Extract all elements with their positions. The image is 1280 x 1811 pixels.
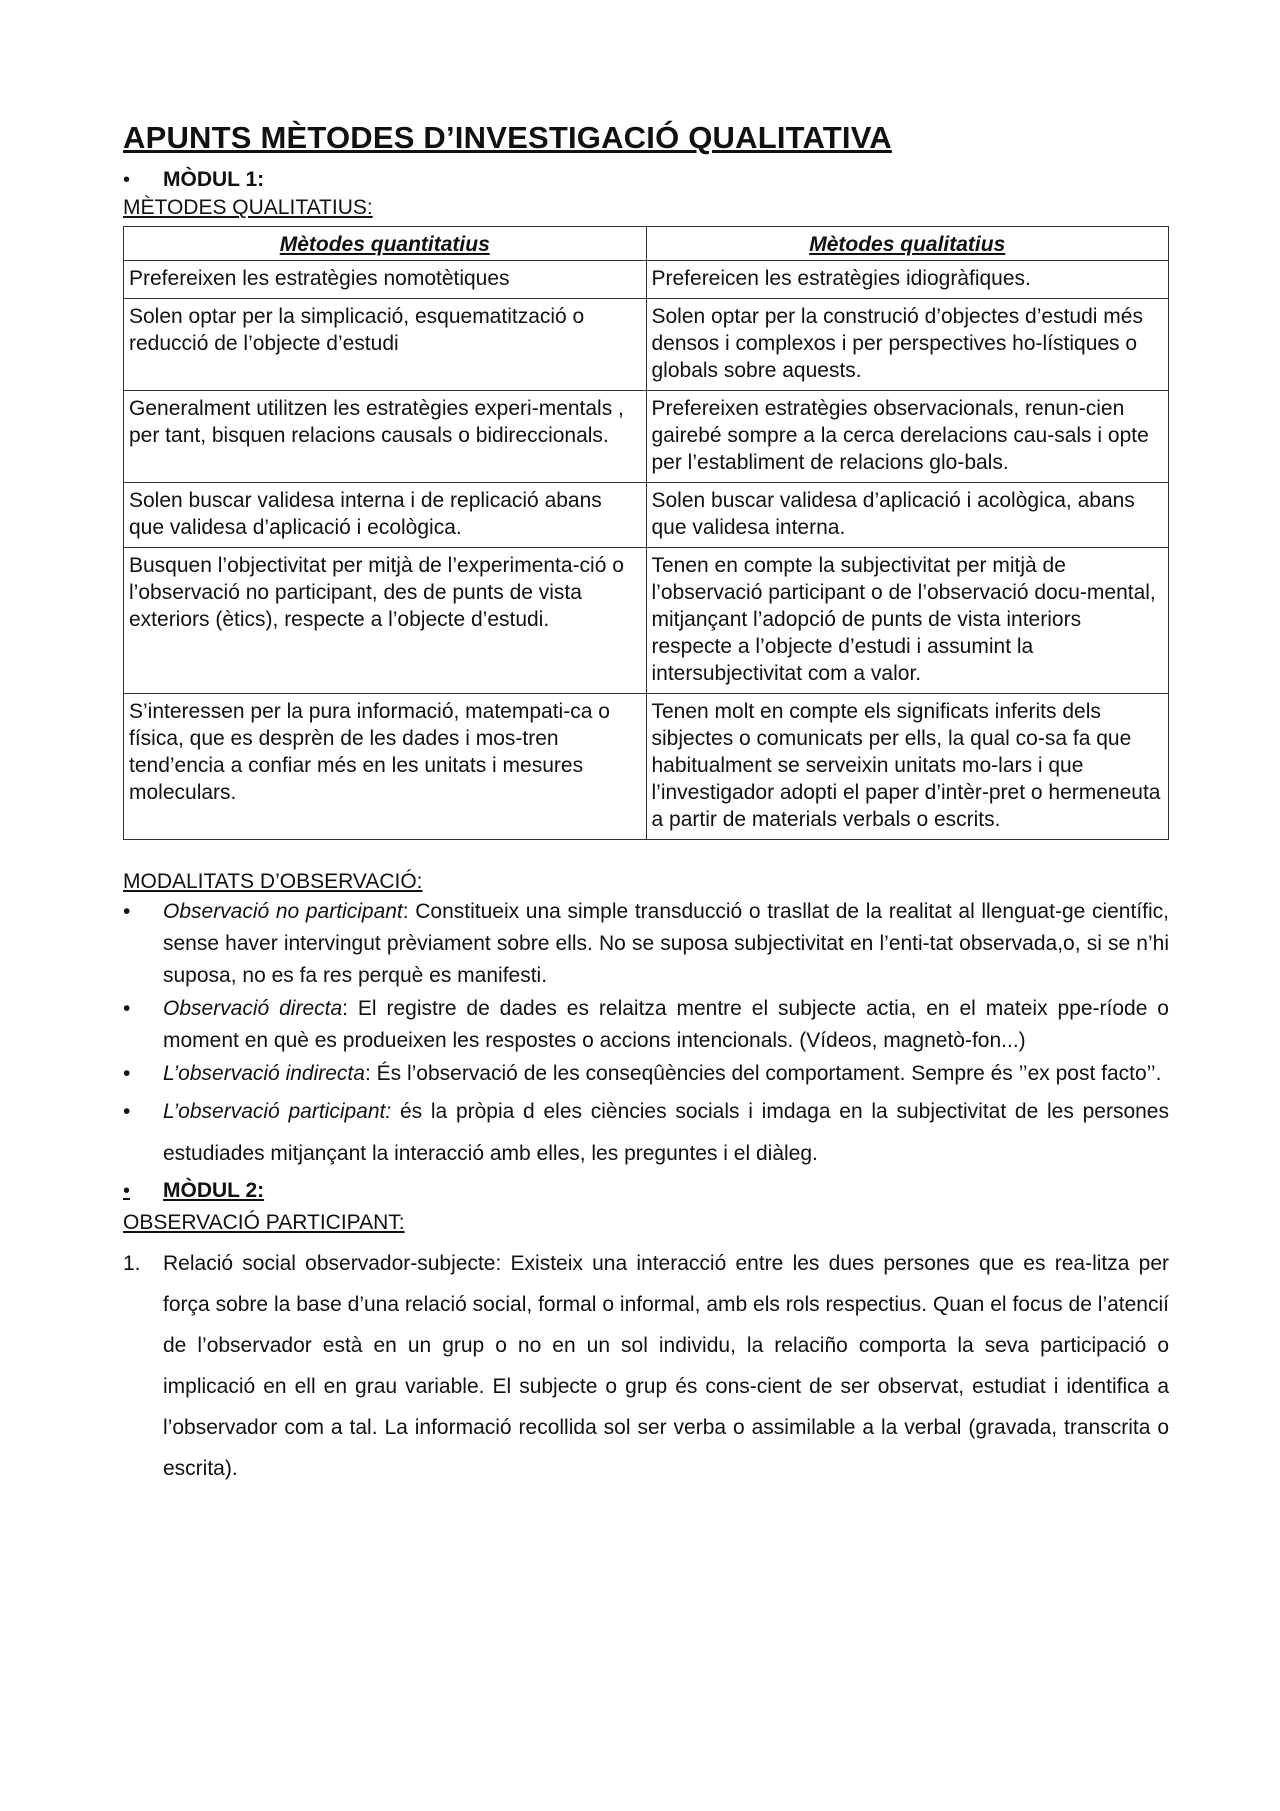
observation-text: és la pròpia d eles ciències socials i imdaga en la subjectivitat de les persones estudiades mitjançant la interacció amb elles, les preguntes i el diàleg. — [163, 1100, 1169, 1165]
observation-section-title: MODALITATS D’OBSERVACIÓ: — [123, 870, 423, 893]
list-number: 1. — [123, 1252, 141, 1275]
table-row — [124, 261, 1169, 299]
table-cell-qualitative: Tenen molt en compte els significats inferits dels sibjectes o comunicats per ells, la qual co-sa fa que habitualment se serveixin unitats mo-lars i que l’investigador adopti el paper d’intèr-pret o hermeneuta a partir de materials verbals o escrits. — [646, 694, 1169, 840]
methods-comparison-table — [123, 226, 1169, 840]
table-cell-quantitative: Generalment utilitzen les estratègies experi-mentals , per tant, bisquen relacions causals o bidireccionals. — [124, 391, 647, 483]
bullet-icon: • — [123, 900, 131, 923]
table-cell-quantitative: Solen optar per la simplicació, esquematització o reducció de l’objecte d’estudi — [124, 299, 647, 391]
observation-term: L’observació participant: — [163, 1100, 392, 1123]
table-cell-quantitative: Prefereixen les estratègies nomotètiques — [124, 261, 647, 299]
participant-observation-title: OBSERVACIÓ PARTICIPANT: — [123, 1211, 405, 1234]
module-1-label: MÒDUL 1: — [163, 168, 265, 191]
bullet-icon: • — [123, 1100, 131, 1123]
participant-observation-list — [123, 1243, 1169, 1489]
list-item — [123, 993, 1169, 1057]
module-2-label: MÒDUL 2: — [163, 1179, 265, 1202]
table-cell-qualitative: Tenen en compte la subjectivitat per mitjà de l’observació participant o de l’observació docu-mental, mitjançant l’adopció de punts de vista interiors respecte a l’objecte d’estudi i assumint la intersubjectivitat com a valor. — [646, 548, 1169, 694]
list-item — [123, 1058, 1169, 1090]
bullet-icon: • — [123, 1062, 131, 1085]
observation-list — [123, 896, 1169, 1175]
list-item — [123, 1091, 1169, 1175]
table-cell-quantitative: Solen buscar validesa interna i de replicació abans que validesa d’aplicació i ecològica. — [124, 483, 647, 548]
term-separator: : — [402, 900, 409, 923]
observation-text: Constitueix una simple transducció o trasllat de la realitat al llenguat-ge científic, sense haver intervingut prèviament sobre ells. No se suposa subjectivitat en l’enti-tat observada,o, si se n’hi suposa, no es fa res perquè es manifesti. — [163, 900, 1169, 987]
term-separator: : — [364, 1062, 371, 1085]
observation-text: És l’observació de les conseqûències del comportament. Sempre és ’’ex post facto’’. — [370, 1062, 1162, 1085]
term-separator: : — [342, 997, 348, 1020]
module-1-heading — [123, 166, 1169, 194]
table-cell-qualitative: Prefereixen estratègies observacionals, renun-cien gairebé sompre a la cerca derelacions cau-sals i opte per l’establiment de relacions glo-bals. — [646, 391, 1169, 483]
bullet-icon: • — [123, 169, 131, 191]
table-row — [124, 299, 1169, 391]
list-item-text: Relació social observador-subjecte: Existeix una interacció entre les dues persones que es rea-litza per força sobre la base d’una relació social, formal o informal, amb els rols respectius. Quan el focus de l’atencií de l’observador està en un grup o no en un sol individu, la relaciño comporta la seva participació o implicació en ell en grau variable. El subjecte o grup és cons-cient de ser observat, estudiat i identifica a l’observador com a tal. La informació recollida sol ser verba o assimilable a la verbal (gravada, transcrita o escrita). — [163, 1252, 1169, 1480]
list-item — [123, 1243, 1169, 1489]
table-cell-qualitative: Solen buscar validesa d’aplicació i acològica, abans que validesa interna. — [646, 483, 1169, 548]
table-cell-qualitative: Prefereicen les estratègies idiogràfiques. — [646, 261, 1169, 299]
bullet-icon: • — [123, 1180, 131, 1202]
column-header-qualitative: Mètodes qualitatius — [646, 227, 1169, 261]
list-item — [123, 896, 1169, 992]
table-row — [124, 694, 1169, 840]
module-2-heading — [123, 1177, 1169, 1205]
observation-text: El registre de dades es relaitza mentre el subjecte actia, en el mateix ppe-ríode o moment en què es produeixen les respostes o accions intencionals. (Vídeos, magnetò-fon...) — [163, 997, 1169, 1052]
methods-section-title: MÈTODES QUALITATIUS: — [123, 196, 373, 219]
document-title: APUNTS MÈTODES D’INVESTIGACIÓ QUALITATIVA — [123, 120, 892, 155]
column-header-quantitative: Mètodes quantitatius — [124, 227, 647, 261]
table-cell-quantitative: Busquen l’objectivitat per mitjà de l’experimenta-ció o l’observació no participant, des de punts de vista exteriors (ètics), respecte a l’objecte d’estudi. — [124, 548, 647, 694]
observation-term: Observació no participant — [163, 900, 403, 923]
table-row — [124, 548, 1169, 694]
document-page — [123, 118, 1169, 1489]
table-cell-qualitative: Solen optar per la construció d’objectes d’estudi més densos i complexos i per perspectives ho-lístiques o globals sobre aquests. — [646, 299, 1169, 391]
table-cell-quantitative: S’interessen per la pura informació, matempati-ca o física, que es desprèn de les dades i mos-tren tend’encia a confiar més en les unitats i mesures moleculars. — [124, 694, 647, 840]
observation-term: Observació directa — [163, 997, 343, 1020]
bullet-icon: • — [123, 997, 131, 1020]
observation-term: L’observació indirecta — [163, 1062, 365, 1085]
table-row — [124, 391, 1169, 483]
table-row — [124, 483, 1169, 548]
table-header-row — [124, 227, 1169, 261]
